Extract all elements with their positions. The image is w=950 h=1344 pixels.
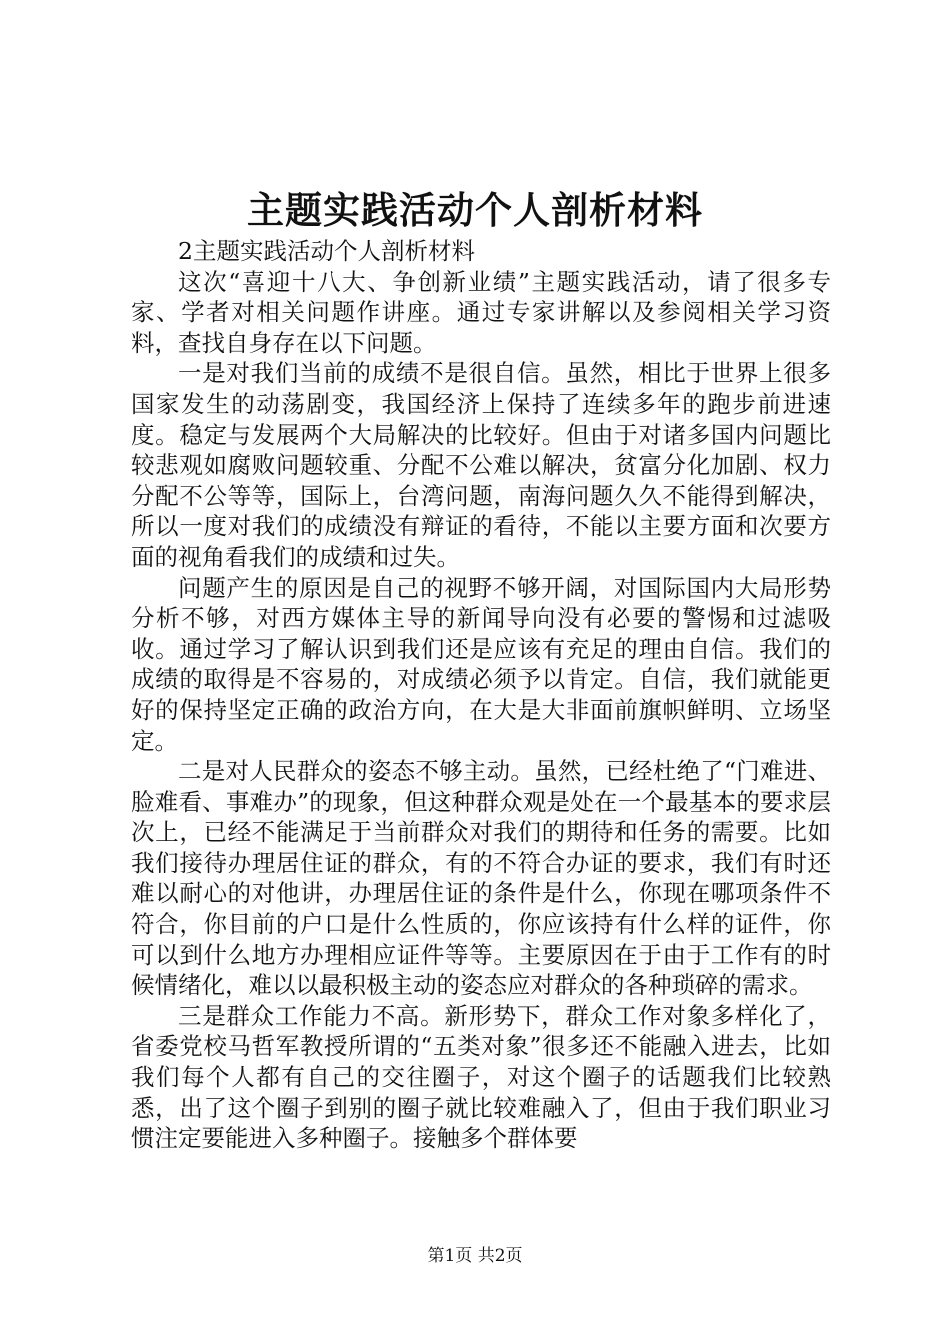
paragraph-subtitle: 2主题实践活动个人剖析材料 <box>178 237 475 265</box>
document-body <box>131 236 831 1154</box>
paragraph-issue-one-cause: 问题产生的原因是自己的视野不够开阔，对国际国内大局形势分析不够，对西方媒体主导的新闻导向没有必要的警惕和过滤吸收。通过学习了解认识到我们还是应该有充足的理由自信。我们的成绩的取得是不容易的，对成绩必须予以肯定。自信，我们就能更好的保持坚定正确的政治方向，在大是大非面前旗帜鲜明、立场坚定。 <box>131 573 831 755</box>
paragraph-issue-one: 一是对我们当前的成绩不是很自信。虽然，相比于世界上很多国家发生的动荡剧变，我国经济上保持了连续多年的跑步前进速度。稳定与发展两个大局解决的比较好。但由于对诸多国内问题比较悲观如腐败问题较重、分配不公难以解决，贫富分化加剧、权力分配不公等等，国际上，台湾问题，南海问题久久不能得到解决，所以一度对我们的成绩没有辩证的看待，不能以主要方面和次要方面的视角看我们的成绩和过失。 <box>131 359 831 571</box>
paragraph-intro: 这次“喜迎十八大、争创新业绩”主题实践活动，请了很多专家、学者对相关问题作讲座。通过专家讲解以及参阅相关学习资料，查找自身存在以下问题。 <box>131 267 831 357</box>
paragraph-issue-two: 二是对人民群众的姿态不够主动。虽然，已经杜绝了“门难进、脸难看、事难办”的现象，但这种群众观是处在一个最基本的要求层次上，已经不能满足于当前群众对我们的期待和任务的需要。比如我们接待办理居住证的群众，有的不符合办证的要求，我们有时还难以耐心的对他讲，办理居住证的条件是什么，你现在哪项条件不符合，你目前的户口是什么性质的，你应该持有什么样的证件，你可以到什么地方办理相应证件等等。主要原因在于由于工作有的时候情绪化，难以以最积极主动的姿态应对群众的各种琐碎的需求。 <box>131 757 831 1000</box>
paragraph-issue-three: 三是群众工作能力不高。新形势下，群众工作对象多样化了，省委党校马哲军教授所谓的“五类对象”很多还不能融入进去，比如我们每个人都有自己的交往圈子，对这个圈子的话题我们比较熟悉，出了这个圈子到别的圈子就比较难融入了，但由于我们职业习惯注定要能进入多种圈子。接触多个群体要 <box>131 1001 831 1153</box>
document-title: 主题实践活动个人剖析材料 <box>247 188 703 232</box>
page-number-footer: 第1页 共2页 <box>427 1246 523 1266</box>
